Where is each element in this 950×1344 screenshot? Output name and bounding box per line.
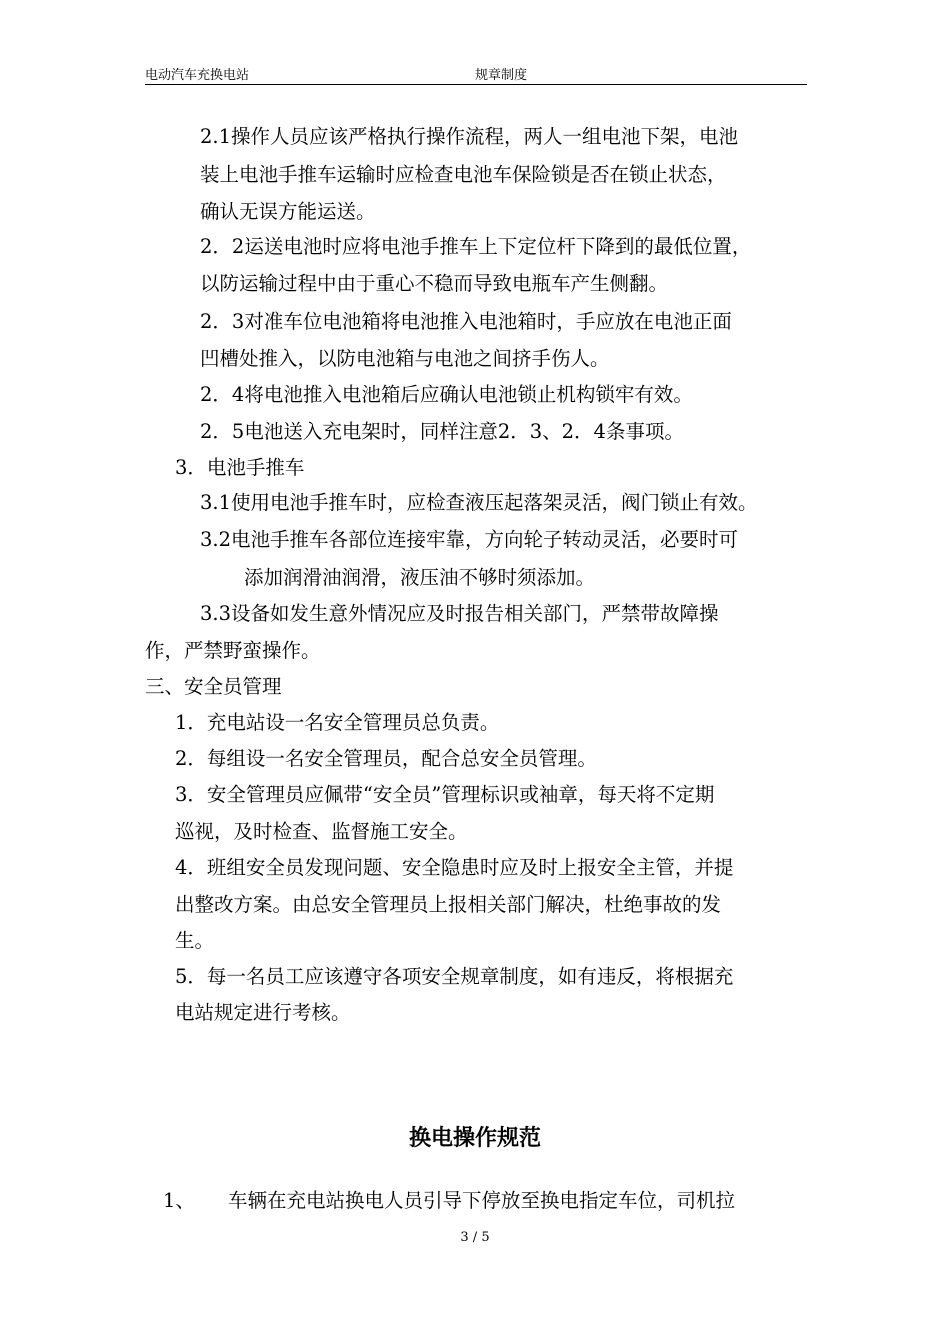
paragraph-line: 装上电池手推车运输时应检查电池车保险锁是否在锁止状态， bbox=[200, 163, 727, 186]
header-center-text: 规章制度 bbox=[475, 68, 528, 83]
paragraph-line: 2．3对准车位电池箱将电池推入电池箱时，手应放在电池正面 bbox=[200, 310, 732, 333]
paragraph-line: 确认无误方能运送。 bbox=[200, 200, 376, 223]
paragraph-line: 2．每组设一名安全管理员，配合总安全员管理。 bbox=[175, 747, 597, 770]
paragraph-line: 以防运输过程中由于重心不稳而导致电瓶车产生侧翻。 bbox=[200, 272, 669, 295]
paragraph-line: 2.1操作人员应该严格执行操作流程，两人一组电池下架，电池 bbox=[200, 125, 739, 148]
paragraph-line: 2．2运送电池时应将电池手推车上下定位杆下降到的最低位置， bbox=[200, 235, 752, 258]
paragraph-line: 3.1使用电池手推车时，应检查液压起落架灵活，阀门锁止有效。 bbox=[200, 491, 758, 514]
page-header bbox=[145, 62, 807, 85]
header-left-text: 电动汽车充换电站 bbox=[145, 68, 250, 83]
paragraph-line: 巡视，及时检查、监督施工安全。 bbox=[175, 820, 468, 843]
paragraph-line: 出整改方案。由总安全管理员上报相关部门解决，杜绝事故的发 bbox=[175, 893, 722, 916]
section-title: 换电操作规范 bbox=[408, 1126, 541, 1151]
paragraph-line: 3．安全管理员应佩带“安全员”管理标识或袖章，每天将不定期 bbox=[175, 783, 715, 806]
paragraph-line: 2．5电池送入充电架时，同样注意2．3、2．4条事项。 bbox=[200, 420, 684, 443]
paragraph-line: 2．4将电池推入电池箱后应确认电池锁止机构锁牢有效。 bbox=[200, 383, 693, 406]
page-number: 3 / 5 bbox=[460, 1230, 490, 1245]
paragraph-line: 添加润滑油润滑，液压油不够时须添加。 bbox=[244, 566, 596, 589]
paragraph-line: 车辆在充电站换电人员引导下停放至换电指定车位，司机拉 bbox=[228, 1189, 736, 1212]
paragraph-line: 作，严禁野蛮操作。 bbox=[145, 639, 321, 662]
list-number: 1、 bbox=[163, 1189, 195, 1212]
paragraph-line: 4．班组安全员发现问题、安全隐患时应及时上报安全主管，并提 bbox=[175, 856, 734, 879]
paragraph-line: 生。 bbox=[175, 929, 215, 952]
paragraph-line: 电站规定进行考核。 bbox=[175, 1001, 351, 1024]
paragraph-line: 3.3设备如发生意外情况应及时报告相关部门，严禁带故障操 bbox=[200, 602, 719, 625]
paragraph-line: 3.2电池手推车各部位连接牢靠，方向轮子转动灵活，必要时可 bbox=[200, 528, 739, 551]
section-heading: 三、安全员管理 bbox=[145, 675, 282, 698]
paragraph-line: 凹槽处推入，以防电池箱与电池之间挤手伤人。 bbox=[200, 347, 610, 370]
list-heading: 3．电池手推车 bbox=[175, 456, 305, 479]
paragraph-line: 1．充电站设一名安全管理员总负责。 bbox=[175, 711, 500, 734]
paragraph-line: 5．每一名员工应该遵守各项安全规章制度，如有违反，将根据充 bbox=[175, 965, 734, 988]
